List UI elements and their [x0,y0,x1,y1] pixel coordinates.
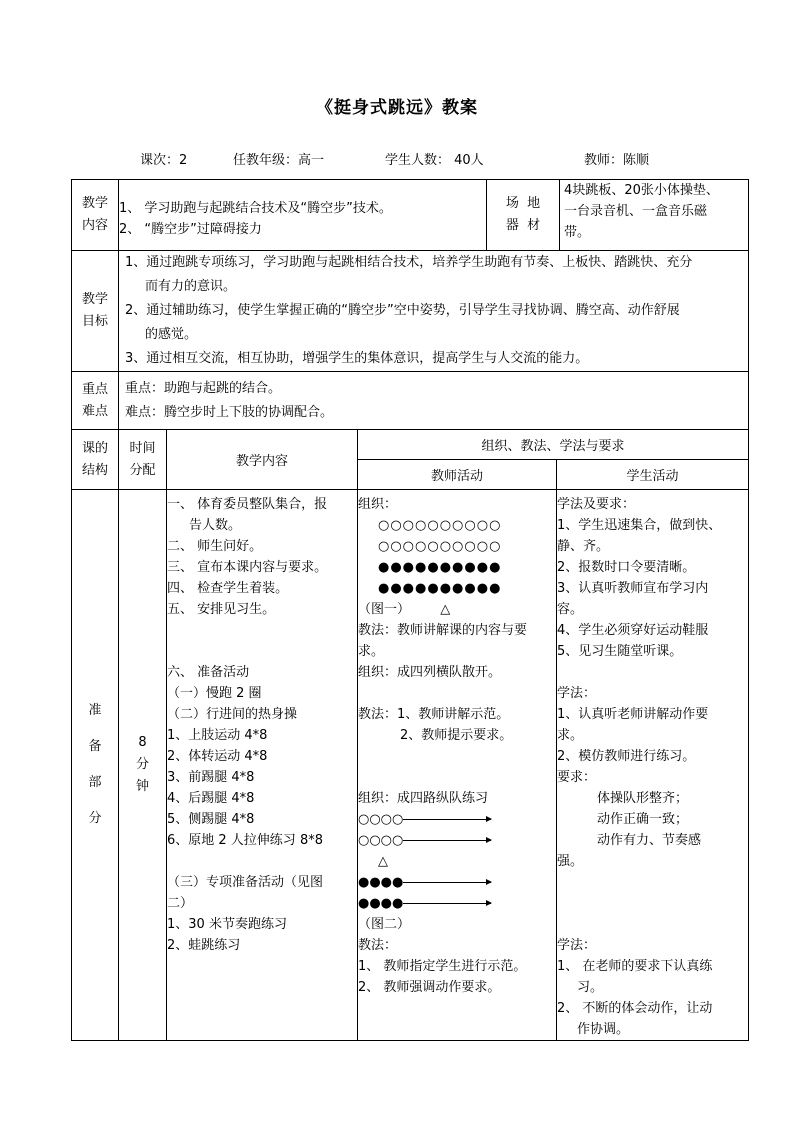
figure-1-caption: （图一） [358,602,411,617]
column-row: ●●●● [358,896,404,911]
content-label: 教学 内容 [72,180,119,251]
structure-header: 课的 结构 [72,430,119,490]
formation-row: ○○○○○○○○○○ [378,518,502,533]
arrow-icon [403,840,491,841]
column-row: ○○○○ [358,833,404,848]
column-row: ●●●● [358,875,404,890]
formation-row: ○○○○○○○○○○ [378,539,502,554]
arrow-icon [403,903,491,904]
key-text [119,372,749,430]
time-header: 时间 分配 [119,430,167,490]
lesson-plan-table [71,179,749,1041]
key-point: 重点：助跑与起跳的结合。 [125,381,282,396]
org-header: 组织、教法、学法与要求 [358,430,749,460]
lesson-number: 课次：2 [140,153,188,168]
student-activity: 学法及要求： 1、学生迅速集合，做到快、 静、齐。 2、报数时口令要清晰。 3、认真听教师宣布学习内 容。 4、学生必须穿好运动鞋服 5、见习生随堂听课。 学法： 1、认真听老师讲解动作要 求。 2、模仿教师进行练习。 要求： 体操队形整齐； 动作正确一致； 动作有力、节奏感 强。 学法： 1、 在老师的要求下认真练 习。 2、 不断的体会动作，让动 作协调。 [557,490,749,1041]
goals-label: 教学 目标 [72,251,119,372]
venue-equipment: 4块跳板、20张小体操垫、 一台录音机、一盒音乐磁 带。 [560,180,749,251]
content-items: 1、 学习助跑与起跳结合技术及“腾空步”技术。 2、 “腾空步”过障碍接力 [119,180,487,251]
teacher-activity: 组织： ○○○○○○○○○○ ○○○○○○○○○○ ●●●●●●●●●● ●●●●●●●●●● （图一） △ 教法：教师讲解课的内容与要 求。 组织：成四列横队散开。 教法：1、教师讲解示范。 2、教师提示要求。 组织：成四路纵队练习 ○○○○ ○○○○ △ ●●●● ●●●● （图二） 教法： 1、 教师指定学生进行示范。 2、 教师强调动作要求。 [358,490,557,1041]
arrow-icon [403,882,491,883]
content-header: 教学内容 [167,430,358,490]
prep-time: 8 分 钟 [119,490,167,1041]
column-row: ○○○○ [358,812,404,827]
teacher-position-icon: △ [440,602,451,617]
formation-row: ●●●●●●●●●● [378,560,502,575]
prep-content: 一、 体育委员整队集合，报 告人数。 二、 师生问好。 三、 宣布本课内容与要求。 四、 检查学生着装。 五、 安排见习生。 六、 准备活动 （一）慢跑 2 圈 （二）行进间的热身操 1、上肢运动 4*8 2、体转运动 4*8 3、前踢腿 4*8 4、后踢腿 4*8 5、侧踢腿 4*8 6、原地 2 人拉伸练习 8*8 （三）专项准备活动（见图 二） 1、30 米节奏跑练习 2、蛙跳练习 [167,490,358,1041]
student-activity-header: 学生活动 [557,460,749,490]
goals-text: 1、通过跑跳专项练习，学习助跑与起跳相结合技术，培养学生助跑有节奏、上板快、踏跳快、充分 而有力的意识。 2、通过辅助练习，使学生掌握正确的“腾空步”空中姿势，引导学生寻找协调、腾空高、动作舒展 的感觉。 3、通过相互交流，相互协助，增强学生的集体意识，提高学生与人交流的能力。 [119,251,749,372]
difficulty-point: 难点：腾空步时上下肢的协调配合。 [125,405,334,420]
figure-2-caption: （图二） [358,917,411,932]
teacher-name: 教师：陈顺 [584,153,650,168]
key-label: 重点 难点 [72,372,119,430]
grade: 任教年级：高一 [233,153,325,168]
teacher-activity-header: 教师活动 [358,460,557,490]
formation-row: ●●●●●●●●●● [378,581,502,596]
teacher-position-icon: △ [378,854,388,869]
venue-label: 场 地 器 材 [487,180,560,251]
prep-section-label: 准 备 部 分 [72,490,119,1041]
page-title: 《挺身式跳远》教案 [316,98,478,118]
arrow-icon [403,819,491,820]
student-count: 学生人数： 40人 [385,153,484,168]
